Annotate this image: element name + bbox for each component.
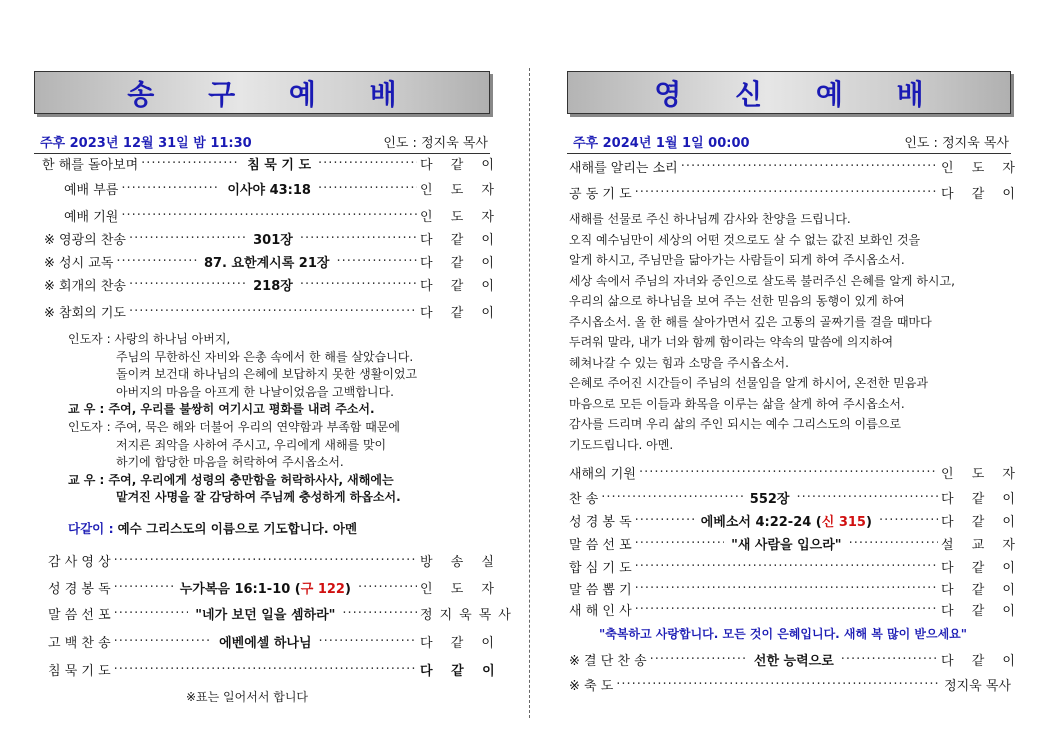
- leader-dots: [114, 553, 417, 568]
- order-performer: 인 도 자: [420, 182, 501, 198]
- leader-dots: [601, 490, 743, 505]
- prayer-line: 교 우 : 주여, 우리를 불쌍히 여기시고 평화를 내려 주소서.: [68, 402, 375, 417]
- leader-dots: [129, 231, 246, 246]
- leader-dots: [849, 536, 938, 551]
- prayer-line: 우리의 삶으로 하나님을 보여 주는 선한 믿음의 동행이 있게 하여: [569, 294, 905, 308]
- order-row: [44, 302, 501, 321]
- prayer-line: 새해를 선물로 주신 하나님께 감사와 찬양을 드립니다.: [569, 212, 851, 226]
- order-row: [569, 534, 1022, 553]
- prayer-line: 기도드립니다. 아멘.: [569, 437, 674, 452]
- order-row: [569, 650, 1022, 669]
- order-row: [48, 578, 501, 597]
- order-performer: 다 같 이: [420, 255, 501, 271]
- leader-dots: [114, 606, 189, 621]
- order-label: 합 심 기 도: [569, 560, 632, 576]
- order-label: ※ 결 단 찬 송: [569, 653, 647, 669]
- leader-dots: [796, 490, 938, 505]
- order-label: 성 경 봉 독: [48, 581, 111, 597]
- prayer-line: 두려워 말라, 내가 너와 함께 함이라는 약속의 말씀에 의지하여: [569, 335, 894, 349]
- leader-dots: [336, 254, 417, 269]
- order-item: 87. 요한계시록 21장: [203, 255, 330, 271]
- leader-dots: [318, 156, 417, 171]
- order-label: 한 해를 돌아보며: [42, 157, 139, 173]
- blessing-text: "축복하고 사랑합니다. 모든 것이 은혜입니다. 새해 복 많이 받으세요": [599, 627, 968, 641]
- order-performer: 다 같 이: [941, 560, 1022, 576]
- left-title: 송 구 예 배: [127, 77, 419, 111]
- order-item: 에베소서 4:22-24 (신 315): [700, 514, 872, 530]
- leader-dots: [639, 465, 938, 480]
- order-performer: 다 같 이: [420, 157, 501, 173]
- order-performer: 방 송 실: [420, 554, 501, 570]
- prayer-line: 맡겨진 사명을 잘 감당하여 주님께 충성하게 하옵소서.: [116, 490, 401, 505]
- order-label: 찬 송: [569, 491, 599, 507]
- order-performer: 다 같 이: [420, 305, 501, 321]
- leader-dots: [635, 581, 938, 596]
- order-row: [44, 252, 501, 271]
- right-title: 영 신 예 배: [654, 77, 946, 111]
- prayer-line: 인도자 : 주여, 묵은 해와 더불어 우리의 연약함과 부족함 때문에: [68, 420, 400, 434]
- prayer-line: 저지른 죄악을 사하여 주시고, 우리에게 새해를 맞이: [116, 437, 387, 452]
- order-row: [569, 183, 1022, 202]
- leader-dots: [114, 580, 173, 595]
- prayer-line: 주시옵소서. 올 한 해를 살아가면서 깊은 고통의 골짜기를 걸을 때마다: [569, 314, 932, 329]
- order-label: 예배 기원: [64, 209, 119, 225]
- leader-dots: [681, 159, 938, 174]
- order-row: [569, 557, 1022, 576]
- leader-dots: [358, 580, 417, 595]
- order-label: ※ 성시 교독: [44, 255, 114, 271]
- prayer-line: 교 우 : 주여, 우리에게 성령의 충만함을 허락하사사, 새해에는: [68, 472, 394, 487]
- right-title-banner: [567, 71, 1011, 114]
- leader-dots: [114, 662, 417, 677]
- leader-dots: [841, 652, 938, 667]
- order-row: [64, 206, 501, 225]
- leader-dots: [121, 181, 220, 196]
- leader-dots: [616, 677, 938, 692]
- order-performer: 인 도 자: [941, 466, 1022, 482]
- order-row: [48, 632, 501, 651]
- order-row: [569, 488, 1022, 507]
- leader-dots: [300, 231, 417, 246]
- leader-dots: [635, 602, 938, 617]
- right-date: 주후 2024년 1월 1일 00:00: [573, 136, 750, 151]
- order-label: 새해를 알리는 소리: [569, 160, 678, 176]
- order-item: 218장: [253, 278, 293, 294]
- prayer-line: 알게 하시고, 주님만을 닮아가는 사람들이 되게 하여 주시옵소서.: [569, 253, 905, 267]
- left-note: ※표는 일어서서 합니다: [186, 690, 309, 704]
- order-label: 예배 부름: [64, 182, 119, 198]
- prayer-line: 오직 예수님만이 세상의 어떤 것으로도 살 수 없는 값진 보화인 것을: [569, 232, 921, 247]
- order-label: ※ 회개의 찬송: [44, 278, 126, 294]
- order-performer: 다 같 이: [941, 491, 1022, 507]
- together-text: 예수 그리스도의 이름으로 기도합니다. 아멘: [117, 521, 358, 536]
- order-label: 새해의 기원: [569, 466, 636, 482]
- order-item: 301장: [253, 232, 293, 248]
- order-performer: 다 같 이: [420, 663, 502, 679]
- left-column: [34, 0, 518, 747]
- leader-dots: [879, 513, 938, 528]
- order-label: 고 백 찬 송: [48, 635, 111, 651]
- order-item: "새 사람을 입으라": [731, 537, 842, 553]
- left-leader: 인도 : 정지욱 목사: [383, 136, 488, 151]
- order-label: 말 씀 선 포: [48, 607, 111, 623]
- right-header: [567, 131, 1011, 154]
- order-performer: 다 같 이: [941, 514, 1022, 530]
- order-label: 말 씀 뽑 기: [569, 582, 632, 598]
- order-label: 말 씀 선 포: [569, 537, 632, 553]
- right-column: [567, 0, 1022, 747]
- right-leader: 인도 : 정지욱 목사: [904, 136, 1009, 151]
- order-label: 새 해 인 사: [569, 603, 632, 619]
- leader-dots: [342, 606, 417, 621]
- left-date: 주후 2023년 12월 31일 밤 11:30: [40, 136, 252, 151]
- order-performer: 다 같 이: [420, 635, 501, 651]
- order-row: [569, 675, 1011, 693]
- order-label: ※ 참회의 기도: [44, 305, 126, 321]
- order-label: ※ 영광의 찬송: [44, 232, 126, 248]
- order-item: "네가 보던 일을 셈하라": [195, 607, 336, 623]
- page-divider: [529, 68, 530, 718]
- order-performer: 다 같 이: [420, 232, 501, 248]
- order-item: 552장: [749, 491, 790, 507]
- prayer-line: 헤쳐나갈 수 있는 힘과 소망을 주시옵소서.: [569, 355, 789, 370]
- order-row: [64, 179, 501, 198]
- leader-dots: [318, 181, 417, 196]
- order-performer: 정지욱 목사: [944, 678, 1011, 694]
- prayer-line: 인도자 : 사랑의 하나님 아버지,: [68, 332, 231, 346]
- order-item: 에벤에셀 하나님: [219, 635, 312, 651]
- leader-dots: [129, 277, 246, 292]
- order-row: [569, 579, 1022, 598]
- order-row: [569, 463, 1022, 482]
- order-performer: 인 도 자: [420, 581, 501, 597]
- prayer-line: 감사를 드리며 우리 삶의 주인 되시는 예수 그리스도의 이름으로: [569, 417, 901, 431]
- left-header: [34, 131, 490, 154]
- order-item: 선한 능력으로: [753, 653, 834, 669]
- prayer-line: 마음으로 모든 이들과 화목을 이루는 삶을 살게 하여 주시옵소서.: [569, 396, 905, 411]
- order-label: 침 묵 기 도: [48, 663, 111, 679]
- order-row: [44, 275, 501, 294]
- leader-dots: [121, 208, 417, 223]
- leader-dots: [635, 559, 938, 574]
- prayer-line: 아버지의 마음을 아프게 한 나날이었음을 고백합니다.: [116, 384, 394, 399]
- order-performer: 다 같 이: [941, 582, 1022, 598]
- order-performer: 다 같 이: [941, 186, 1022, 202]
- order-row: [569, 511, 1022, 530]
- order-row: [48, 551, 501, 570]
- leader-dots: [635, 185, 938, 200]
- leader-dots: [319, 634, 417, 649]
- leader-dots: [635, 536, 724, 551]
- order-row: [569, 600, 1022, 619]
- prayer-line: 돌이켜 보건대 하나님의 은혜에 보답하지 못한 생활이었고: [116, 367, 418, 382]
- order-item: 이사야 43:18: [227, 182, 311, 198]
- order-performer: 인 도 자: [420, 209, 501, 225]
- leader-dots: [129, 304, 417, 319]
- order-performer: 다 같 이: [420, 278, 501, 294]
- order-row: [44, 229, 501, 248]
- order-row: [48, 660, 502, 679]
- leader-dots: [116, 254, 197, 269]
- order-performer: 설 교 자: [941, 537, 1022, 553]
- left-together: [68, 520, 357, 538]
- left-title-banner: [34, 71, 490, 114]
- order-row: [48, 604, 518, 623]
- leader-dots: [300, 277, 417, 292]
- order-label: 공 동 기 도: [569, 186, 632, 202]
- prayer-line: 하기에 합당한 마음을 허락하여 주시옵소서.: [116, 455, 344, 470]
- leader-dots: [114, 634, 212, 649]
- order-performer: 다 같 이: [941, 603, 1022, 619]
- order-row: [569, 157, 1022, 176]
- order-performer: 인 도 자: [941, 160, 1022, 176]
- leader-dots: [650, 652, 747, 667]
- order-label: 성 경 봉 독: [569, 514, 632, 530]
- order-label: ※ 축 도: [569, 678, 614, 694]
- order-performer: 다 같 이: [941, 653, 1022, 669]
- order-item: 누가복음 16:1-10 (구 122): [179, 581, 351, 597]
- order-item: 침 묵 기 도: [247, 157, 311, 173]
- together-label: 다같이 :: [68, 521, 114, 536]
- order-row: [42, 154, 501, 173]
- order-performer: 정지욱목사: [420, 607, 518, 623]
- leader-dots: [635, 513, 694, 528]
- prayer-line: 주님의 무한하신 자비와 은총 속에서 한 해를 살았습니다.: [116, 349, 414, 364]
- prayer-line: 은혜로 주어진 시간들이 주님의 선물임을 알게 하시어, 온전한 믿음과: [569, 376, 928, 390]
- prayer-line: 세상 속에서 주님의 자녀와 증인으로 살도록 불러주신 은혜를 알게 하시고,: [569, 273, 955, 288]
- order-label: 감 사 영 상: [48, 554, 111, 570]
- leader-dots: [141, 156, 240, 171]
